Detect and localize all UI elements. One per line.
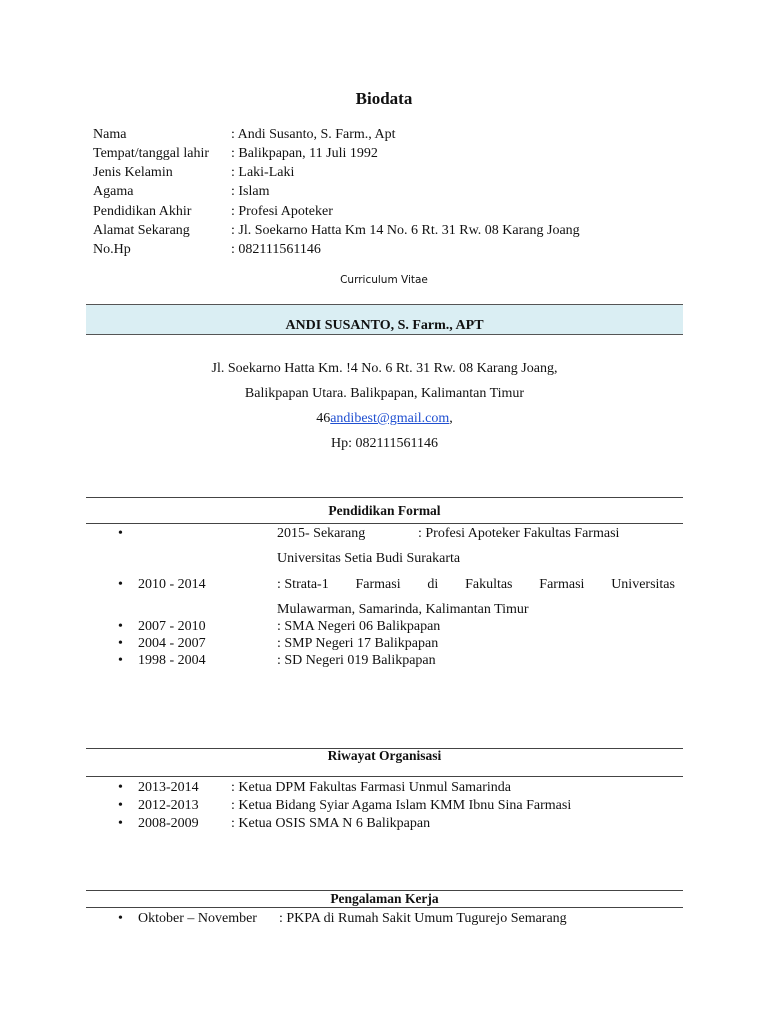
education-text-4: : SMP Negeri 17 Balikpapan bbox=[277, 636, 439, 651]
education-year-2: 2010 - 2014 bbox=[138, 577, 206, 592]
education-bullet-5: • bbox=[118, 653, 123, 668]
education-text-2-word: Universitas bbox=[611, 577, 675, 592]
education-text-2-cont: Mulawarman, Samarinda, Kalimantan Timur bbox=[277, 602, 529, 617]
bio-value-education: : Profesi Apoteker bbox=[231, 204, 333, 219]
organization-year-1: 2013-2014 bbox=[138, 780, 199, 795]
bio-label-nama: Nama bbox=[93, 127, 127, 142]
work-bottom-rule bbox=[86, 907, 683, 908]
education-top-rule bbox=[86, 497, 683, 498]
education-text-2-word: Farmasi bbox=[539, 577, 585, 592]
organization-year-3: 2008-2009 bbox=[138, 816, 199, 831]
education-text-3: : SMA Negeri 06 Balikpapan bbox=[277, 619, 441, 634]
work-bullet-1: • bbox=[118, 911, 123, 926]
organization-text-1: : Ketua DPM Fakultas Farmasi Unmul Samarinda bbox=[231, 780, 511, 795]
organization-bottom-rule bbox=[86, 776, 683, 777]
organization-heading: Riwayat Organisasi bbox=[327, 748, 442, 763]
work-text-1: : PKPA di Rumah Sakit Umum Tugurejo Semarang bbox=[279, 911, 567, 926]
cv-phone: Hp: 082111561146 bbox=[331, 436, 438, 451]
education-bullet-1: • bbox=[118, 526, 123, 541]
cv-email-link[interactable]: andibest@gmail.com bbox=[330, 411, 450, 426]
education-text-2 bbox=[277, 575, 675, 594]
cv-email-suffix: , bbox=[449, 411, 453, 426]
cv-email-prefix: 46 bbox=[316, 411, 331, 426]
education-year-4: 2004 - 2007 bbox=[138, 636, 206, 651]
education-bullet-2: • bbox=[118, 577, 123, 592]
organization-bullet-2: • bbox=[118, 798, 123, 813]
bio-label-education: Pendidikan Akhir bbox=[93, 204, 192, 219]
work-period-1: Oktober – November bbox=[138, 911, 257, 926]
work-heading: Pengalaman Kerja bbox=[330, 891, 439, 906]
bio-value-address: : Jl. Soekarno Hatta Km 14 No. 6 Rt. 31 Rw. 08 Karang Joang bbox=[231, 223, 580, 238]
cv-email-line bbox=[86, 411, 683, 427]
cv-heading: Curriculum Vitae bbox=[340, 274, 428, 286]
organization-bullet-3: • bbox=[118, 816, 123, 831]
bio-label-gender: Jenis Kelamin bbox=[93, 165, 173, 180]
education-year-3: 2007 - 2010 bbox=[138, 619, 206, 634]
bio-label-religion: Agama bbox=[93, 184, 134, 199]
bio-value-religion: : Islam bbox=[231, 184, 270, 199]
organization-text-2: : Ketua Bidang Syiar Agama Islam KMM Ibnu Sina Farmasi bbox=[231, 798, 572, 813]
education-bullet-4: • bbox=[118, 636, 123, 651]
education-heading: Pendidikan Formal bbox=[328, 503, 441, 518]
education-year-5: 1998 - 2004 bbox=[138, 653, 206, 668]
bio-label-address: Alamat Sekarang bbox=[93, 223, 190, 238]
education-text-1-cont: Universitas Setia Budi Surakarta bbox=[277, 551, 461, 566]
education-text-2-word: : Strata-1 bbox=[277, 577, 329, 592]
organization-text-3: : Ketua OSIS SMA N 6 Balikpapan bbox=[231, 816, 431, 831]
education-year-1: 2015- Sekarang bbox=[277, 526, 366, 541]
organization-year-2: 2012-2013 bbox=[138, 798, 199, 813]
education-text-2-word: Fakultas bbox=[465, 577, 513, 592]
cv-address-line1: Jl. Soekarno Hatta Km. !4 No. 6 Rt. 31 Rw. 08 Karang Joang, bbox=[211, 361, 558, 376]
bio-value-phone: : 082111561146 bbox=[231, 242, 321, 257]
biodata-title: Biodata bbox=[355, 89, 413, 108]
education-text-5: : SD Negeri 019 Balikpapan bbox=[277, 653, 436, 668]
bio-value-gender: : Laki-Laki bbox=[231, 165, 295, 180]
education-bullet-3: • bbox=[118, 619, 123, 634]
bio-label-birth: Tempat/tanggal lahir bbox=[93, 146, 210, 161]
cv-address-line2: Balikpapan Utara. Balikpapan, Kalimantan Timur bbox=[244, 386, 525, 401]
education-text-2-word: Farmasi bbox=[355, 577, 401, 592]
bio-value-nama: : Andi Susanto, S. Farm., Apt bbox=[231, 127, 396, 142]
education-text-2-word: di bbox=[427, 577, 439, 592]
organization-bullet-1: • bbox=[118, 780, 123, 795]
bio-label-phone: No.Hp bbox=[93, 242, 131, 257]
bio-value-birth: : Balikpapan, 11 Juli 1992 bbox=[231, 146, 378, 161]
cv-name: ANDI SUSANTO, S. Farm., APT bbox=[285, 318, 484, 333]
education-text-1: : Profesi Apoteker Fakultas Farmasi bbox=[418, 526, 620, 541]
